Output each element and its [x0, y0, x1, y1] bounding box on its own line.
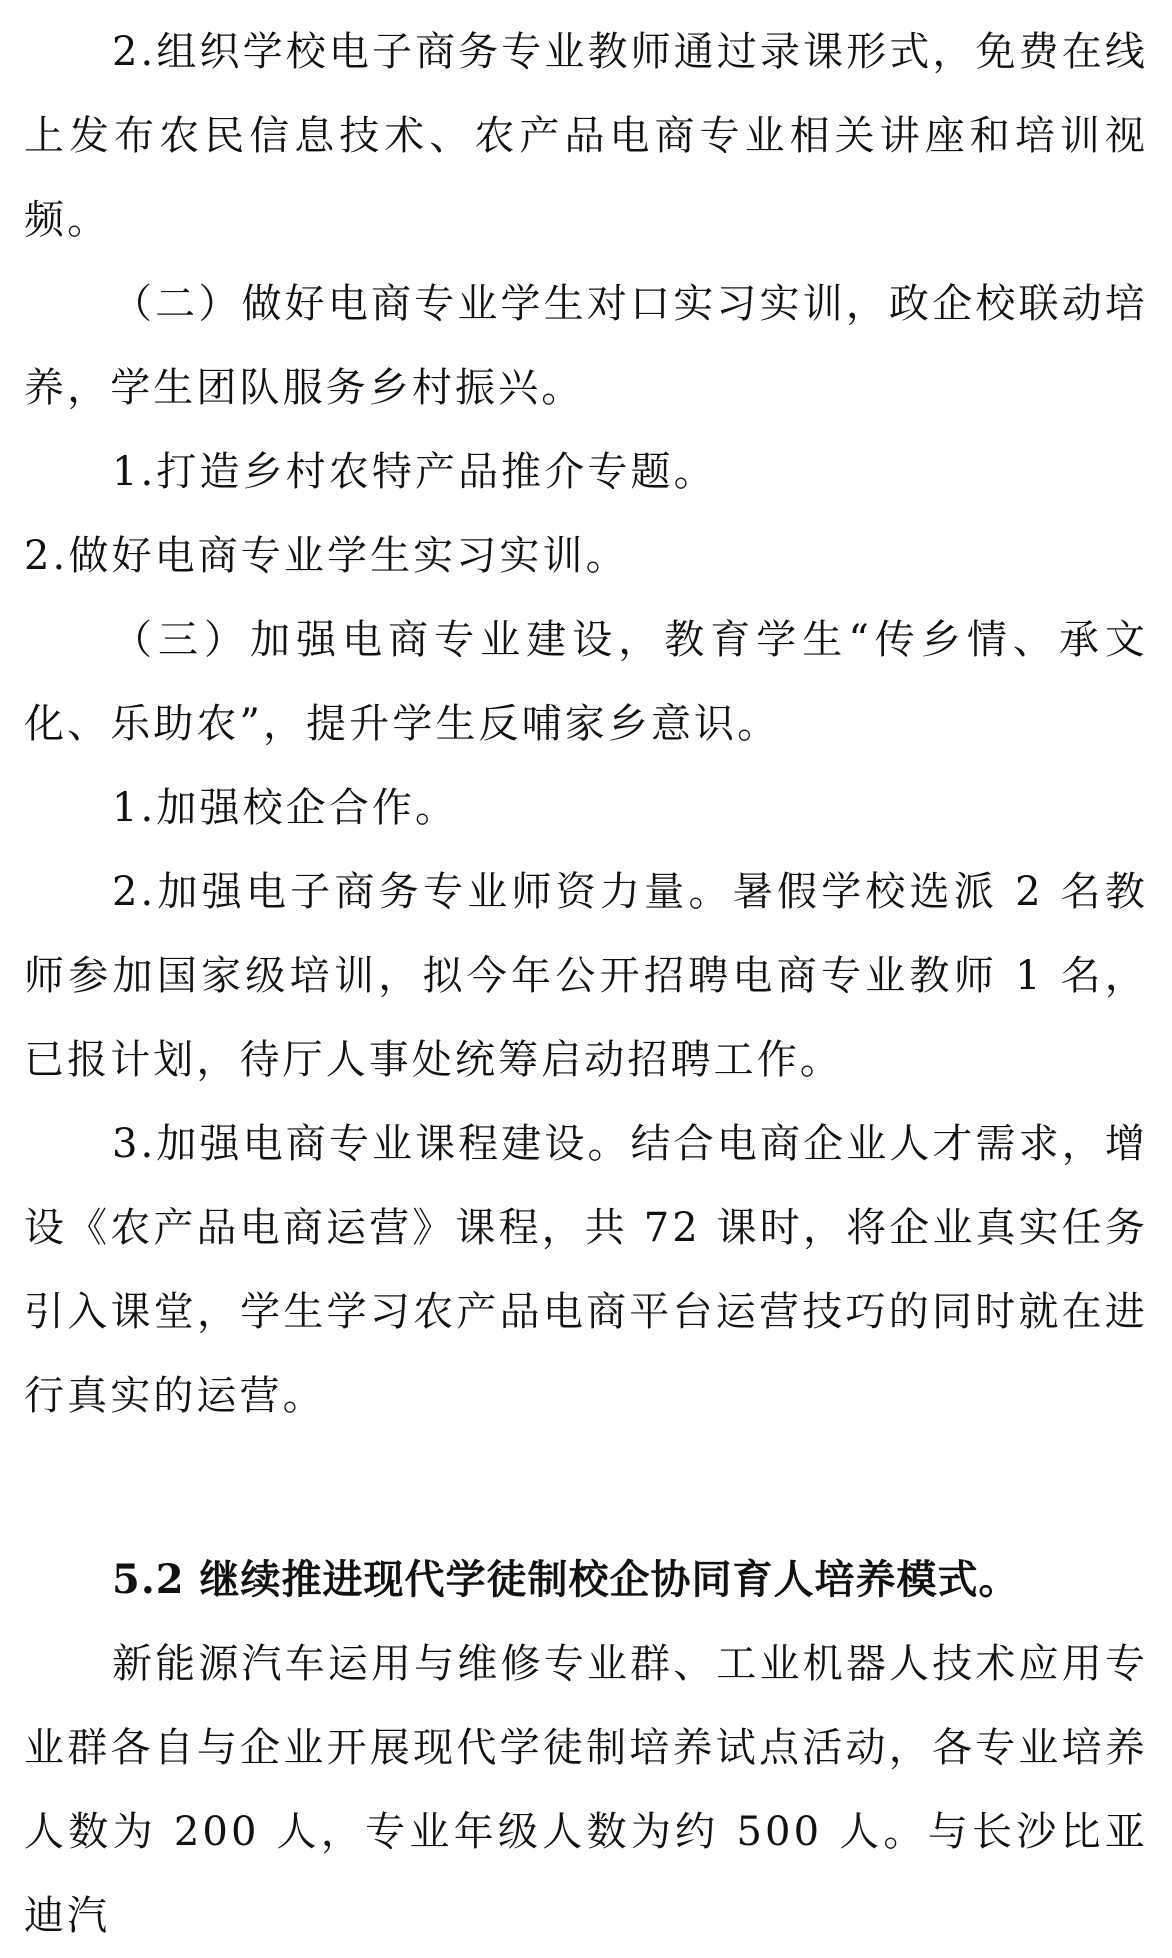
section-heading-5-2: 5.2 继续推进现代学徒制校企协同育人培养模式。: [112, 1556, 1020, 1603]
paragraph-school-enterprise-cooperation: 1.加强校企合作。: [112, 785, 459, 831]
paragraph-apprenticeship-pilot: 新能源汽车运用与维修专业群、工业机器人技术应用专业群各自与企业开展现代学徒制培养试点活动，各专业培养人数为 200 人，专业年级人数为约 500 人。与长沙比亚迪汽: [24, 1641, 1148, 1939]
paragraph-teacher-video-training: 2.组织学校电子商务专业教师通过录课形式，免费在线上发布农民信息技术、农产品电商专业相关讲座和培训视频。: [24, 29, 1148, 243]
paragraph-rural-products-topic: 1.打造乡村农特产品推介专题。: [112, 449, 717, 495]
paragraph-faculty-strengthening: 2.加强电子商务专业师资力量。暑假学校选派 2 名教师参加国家级培训，拟今年公开招聘电商专业教师 1 名，已报计划，待厅人事处统筹启动招聘工作。: [24, 869, 1148, 1083]
paragraph-curriculum-building: 3.加强电商专业课程建设。结合电商企业人才需求，增设《农产品电商运营》课程，共 72 课时，将企业真实任务引入课堂，学生学习农产品电商平台运营技巧的同时就在进行真实的运营。: [24, 1121, 1148, 1419]
paragraph-section-three-heading: （三）加强电商专业建设，教育学生“传乡情、承文化、乐助农”，提升学生反哺家乡意识。: [24, 617, 1148, 747]
paragraph-student-internship: 2.做好电商专业学生实习实训。: [24, 533, 629, 579]
paragraph-section-two-heading: （二）做好电商专业学生对口实习实训，政企校联动培养，学生团队服务乡村振兴。: [24, 281, 1148, 411]
